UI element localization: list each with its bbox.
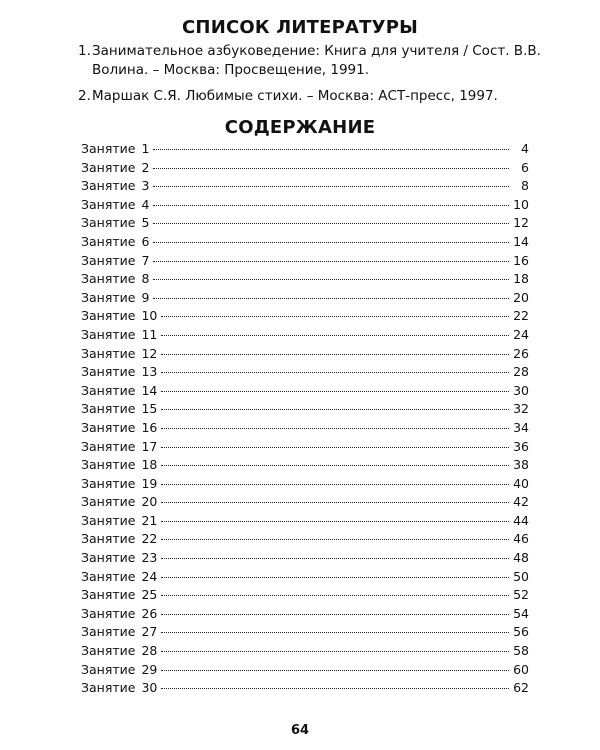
dot-leader xyxy=(153,279,509,280)
contents-entry-number: 29 xyxy=(141,661,158,677)
contents-entry-word: Занятие xyxy=(81,680,136,696)
contents-entry-label xyxy=(81,196,149,215)
contents-entry-label xyxy=(81,549,157,568)
contents-entry-page: 28 xyxy=(513,364,529,380)
dot-leader xyxy=(161,577,509,578)
contents-entry-number: 12 xyxy=(141,345,158,361)
contents-entry[interactable] xyxy=(81,512,529,531)
reference-item xyxy=(78,87,548,106)
dot-leader xyxy=(161,614,509,615)
contents-entry-word: Занятие xyxy=(81,382,136,398)
contents-entry-word: Занятие xyxy=(81,512,136,528)
contents-entry-page: 44 xyxy=(513,512,529,528)
contents-entry[interactable] xyxy=(81,307,529,326)
reference-number: 2. xyxy=(78,88,91,104)
contents-entry-page: 60 xyxy=(513,661,529,677)
dot-leader xyxy=(153,186,509,187)
contents-entry-page: 62 xyxy=(513,680,529,696)
contents-entry[interactable] xyxy=(81,456,529,475)
contents-entry-page: 14 xyxy=(513,233,529,249)
contents-entry-number: 8 xyxy=(141,271,150,287)
contents-entry-page: 38 xyxy=(513,457,529,473)
contents-entry-page: 52 xyxy=(513,587,529,603)
contents-entry-word: Занятие xyxy=(81,364,136,380)
contents-entry-number: 11 xyxy=(141,326,158,342)
contents-entry-word: Занятие xyxy=(81,345,136,361)
contents-entry-number: 1 xyxy=(141,141,150,156)
reference-text: Маршак С.Я. Любимые стихи. – Москва: АСТ-пресс, 1997. xyxy=(92,88,498,104)
contents-entry-word: Занятие xyxy=(81,159,136,175)
contents-entry-page: 18 xyxy=(513,271,529,287)
contents-entry-page: 30 xyxy=(513,382,529,398)
contents-entry-number: 20 xyxy=(141,494,158,510)
contents-entry-word: Занятие xyxy=(81,308,136,324)
contents-entry-number: 4 xyxy=(141,196,150,212)
dot-leader xyxy=(161,558,509,559)
contents-entry-word: Занятие xyxy=(81,141,136,156)
dot-leader xyxy=(161,595,509,596)
contents-entry[interactable] xyxy=(81,419,529,438)
contents-entry-word: Занятие xyxy=(81,196,136,212)
dot-leader xyxy=(161,428,509,429)
contents-entry-number: 2 xyxy=(141,159,150,175)
contents-entry-word: Занятие xyxy=(81,494,136,510)
contents-entry-word: Занятие xyxy=(81,438,136,454)
contents-list xyxy=(81,140,529,698)
dot-leader xyxy=(161,502,509,503)
contents-entry-number: 25 xyxy=(141,587,158,603)
contents-entry[interactable] xyxy=(81,586,529,605)
contents-entry-word: Занятие xyxy=(81,178,136,194)
contents-entry-label xyxy=(81,623,157,642)
contents-entry-number: 21 xyxy=(141,512,158,528)
contents-entry-number: 30 xyxy=(141,680,158,696)
dot-leader xyxy=(161,484,509,485)
contents-entry-number: 24 xyxy=(141,568,158,584)
contents-entry-word: Занятие xyxy=(81,271,136,287)
contents-entry-word: Занятие xyxy=(81,233,136,249)
contents-entry-page: 36 xyxy=(513,438,529,454)
dot-leader xyxy=(161,316,509,317)
contents-entry[interactable] xyxy=(81,530,529,549)
contents-entry-page: 56 xyxy=(513,624,529,640)
contents-entry-word: Занятие xyxy=(81,252,136,268)
contents-entry-label xyxy=(81,159,149,178)
contents-entry-label xyxy=(81,512,157,531)
contents-entry-number: 23 xyxy=(141,550,158,566)
contents-entry-page: 50 xyxy=(513,568,529,584)
contents-entry-label xyxy=(81,382,157,401)
contents-entry-word: Занятие xyxy=(81,587,136,603)
contents-entry-number: 3 xyxy=(141,178,150,194)
contents-entry-word: Занятие xyxy=(81,605,136,621)
contents-entry-page: 12 xyxy=(513,215,529,231)
contents-entry-label xyxy=(81,419,157,438)
contents-entry[interactable] xyxy=(81,605,529,624)
dot-leader xyxy=(153,223,509,224)
contents-entry[interactable] xyxy=(81,196,529,215)
contents-entry-word: Занятие xyxy=(81,568,136,584)
contents-title: СОДЕРЖАНИЕ xyxy=(224,117,376,138)
dot-leader xyxy=(161,409,509,410)
contents-entry-label xyxy=(81,214,149,233)
contents-entry[interactable] xyxy=(81,345,529,364)
contents-entry-label xyxy=(81,456,157,475)
contents-entry-number: 6 xyxy=(141,233,150,249)
dot-leader xyxy=(161,447,509,448)
contents-entry-word: Занятие xyxy=(81,624,136,640)
reference-number: 1. xyxy=(78,43,91,59)
contents-entry[interactable] xyxy=(81,214,529,233)
contents-entry-number: 19 xyxy=(141,475,158,491)
contents-entry-word: Занятие xyxy=(81,326,136,342)
contents-entry-label xyxy=(81,642,157,661)
contents-entry[interactable] xyxy=(81,493,529,512)
contents-entry[interactable] xyxy=(81,233,529,252)
contents-entry[interactable] xyxy=(81,252,529,271)
contents-entry-label xyxy=(81,493,157,512)
contents-entry-label xyxy=(81,307,157,326)
contents-entry-number: 27 xyxy=(141,624,158,640)
contents-entry[interactable] xyxy=(81,661,529,680)
contents-entry-label xyxy=(81,438,157,457)
contents-entry[interactable] xyxy=(81,400,529,419)
contents-entry-word: Занятие xyxy=(81,550,136,566)
contents-entry-word: Занятие xyxy=(81,475,136,491)
references-title: СПИСОК ЛИТЕРАТУРЫ xyxy=(182,17,418,38)
contents-entry-page: 40 xyxy=(513,475,529,491)
dot-leader xyxy=(161,521,509,522)
contents-entry-label xyxy=(81,345,157,364)
contents-entry-number: 15 xyxy=(141,401,158,417)
contents-entry[interactable] xyxy=(81,623,529,642)
contents-entry-page: 8 xyxy=(521,178,529,194)
contents-entry-label xyxy=(81,679,157,698)
contents-entry-number: 22 xyxy=(141,531,158,547)
contents-entry[interactable] xyxy=(81,159,529,178)
contents-entry-number: 26 xyxy=(141,605,158,621)
dot-leader xyxy=(153,261,509,262)
contents-entry-number: 5 xyxy=(141,215,150,231)
contents-entry[interactable] xyxy=(81,140,529,159)
contents-entry-page: 4 xyxy=(521,141,529,156)
dot-leader xyxy=(153,205,509,206)
contents-entry-number: 14 xyxy=(141,382,158,398)
contents-entry-page: 24 xyxy=(513,326,529,342)
contents-entry[interactable] xyxy=(81,326,529,345)
contents-entry-label xyxy=(81,475,157,494)
dot-leader xyxy=(153,242,509,243)
contents-entry-page: 32 xyxy=(513,401,529,417)
contents-entry-page: 20 xyxy=(513,289,529,305)
contents-entry-word: Занятие xyxy=(81,215,136,231)
contents-entry-label xyxy=(81,177,149,196)
contents-entry-number: 28 xyxy=(141,643,158,659)
contents-entry-word: Занятие xyxy=(81,457,136,473)
dot-leader xyxy=(161,391,509,392)
contents-entry-page: 46 xyxy=(513,531,529,547)
contents-entry-number: 7 xyxy=(141,252,150,268)
contents-entry-page: 6 xyxy=(521,159,529,175)
contents-entry-page: 16 xyxy=(513,252,529,268)
contents-entry[interactable] xyxy=(81,177,529,196)
reference-item xyxy=(78,42,548,80)
dot-leader xyxy=(153,168,509,169)
contents-entry-page: 10 xyxy=(513,196,529,212)
references-list xyxy=(78,42,548,113)
dot-leader xyxy=(161,688,509,689)
contents-entry[interactable] xyxy=(81,363,529,382)
contents-entry-number: 13 xyxy=(141,364,158,380)
contents-entry-label xyxy=(81,530,157,549)
dot-leader xyxy=(161,354,509,355)
contents-entry-number: 10 xyxy=(141,308,158,324)
contents-entry-label xyxy=(81,233,149,252)
contents-entry[interactable] xyxy=(81,679,529,698)
contents-entry-label xyxy=(81,363,157,382)
contents-entry-word: Занятие xyxy=(81,661,136,677)
contents-entry[interactable] xyxy=(81,642,529,661)
contents-entry-word: Занятие xyxy=(81,531,136,547)
dot-leader xyxy=(161,670,509,671)
contents-entry-page: 34 xyxy=(513,419,529,435)
dot-leader xyxy=(161,465,509,466)
dot-leader xyxy=(153,298,509,299)
contents-entry-word: Занятие xyxy=(81,401,136,417)
contents-entry-label xyxy=(81,252,149,271)
reference-text: Занимательное азбуковедение: Книга для учителя / Сост. В.В. Волина. – Москва: Просвещение, 1991. xyxy=(92,43,541,78)
contents-entry-word: Занятие xyxy=(81,643,136,659)
contents-entry-number: 16 xyxy=(141,419,158,435)
dot-leader xyxy=(161,632,509,633)
dot-leader xyxy=(161,539,509,540)
dot-leader xyxy=(153,149,509,150)
contents-entry[interactable] xyxy=(81,438,529,457)
contents-entry[interactable] xyxy=(81,549,529,568)
dot-leader xyxy=(161,651,509,652)
dot-leader xyxy=(161,335,509,336)
contents-entry[interactable] xyxy=(81,382,529,401)
contents-entry-label xyxy=(81,661,157,680)
contents-entry-word: Занятие xyxy=(81,419,136,435)
contents-entry-label xyxy=(81,586,157,605)
dot-leader xyxy=(161,372,509,373)
contents-entry-label xyxy=(81,140,149,159)
contents-entry-page: 54 xyxy=(513,605,529,621)
contents-entry-page: 26 xyxy=(513,345,529,361)
contents-entry[interactable] xyxy=(81,289,529,308)
contents-entry-number: 9 xyxy=(141,289,150,305)
contents-entry-page: 42 xyxy=(513,494,529,510)
contents-entry-label xyxy=(81,289,149,308)
contents-entry[interactable] xyxy=(81,475,529,494)
contents-entry-number: 17 xyxy=(141,438,158,454)
contents-entry-page: 22 xyxy=(513,308,529,324)
page-number: 64 xyxy=(290,723,310,738)
contents-entry-page: 58 xyxy=(513,643,529,659)
contents-entry-word: Занятие xyxy=(81,289,136,305)
contents-entry[interactable] xyxy=(81,568,529,587)
contents-entry-page: 48 xyxy=(513,550,529,566)
contents-entry-label xyxy=(81,326,157,345)
contents-entry-label xyxy=(81,605,157,624)
contents-entry-number: 18 xyxy=(141,457,158,473)
contents-entry-label xyxy=(81,400,157,419)
contents-entry-label xyxy=(81,270,149,289)
contents-entry-label xyxy=(81,568,157,587)
contents-entry[interactable] xyxy=(81,270,529,289)
